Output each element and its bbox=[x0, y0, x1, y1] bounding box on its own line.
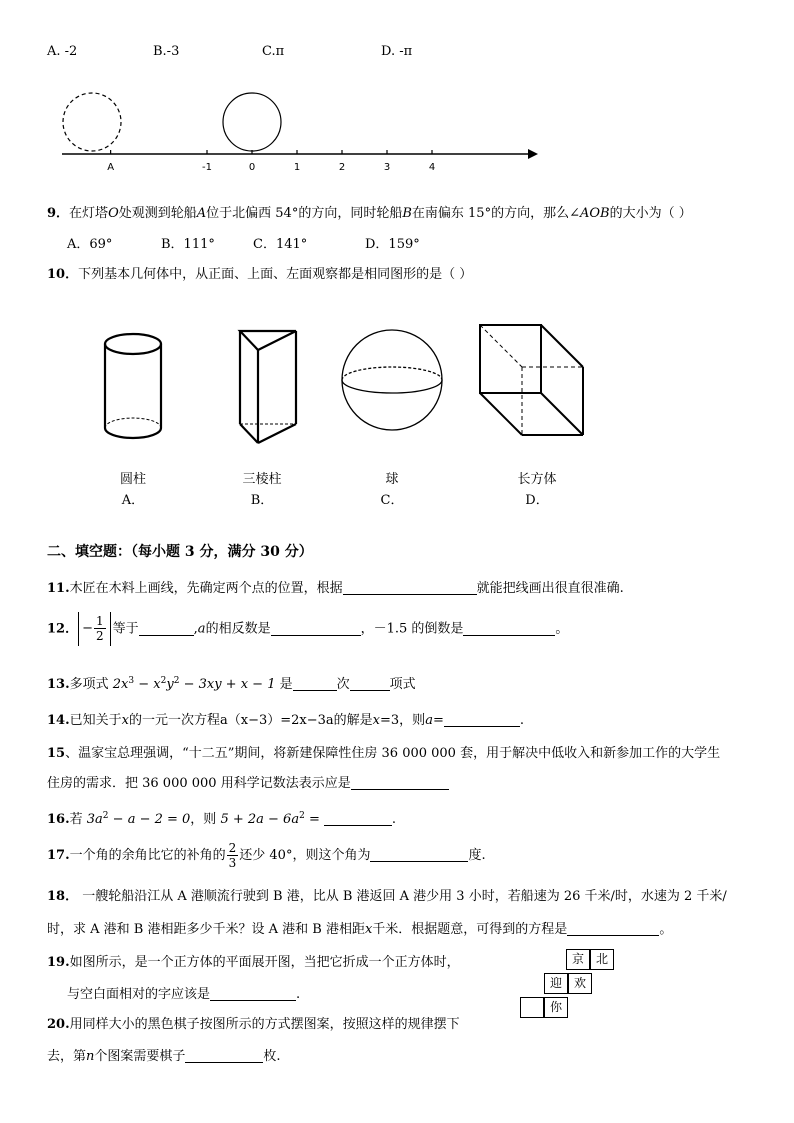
q8-option-a: A. -2 bbox=[47, 44, 78, 59]
net-cell-ying: 迎 bbox=[544, 973, 568, 994]
q9-option-c: C．141° bbox=[253, 237, 308, 252]
q13-number: 13. bbox=[47, 677, 70, 692]
q20-line-1 bbox=[47, 1013, 460, 1032]
q13-poly-3: y bbox=[166, 677, 174, 692]
q12-number: 12． bbox=[47, 621, 79, 637]
q9-var-b: B bbox=[402, 206, 412, 221]
q14-var-x2: x bbox=[372, 713, 381, 728]
q13-poly-4: − 3xy + x − 1 bbox=[179, 677, 276, 692]
q16-exp-2: 2 bbox=[299, 811, 305, 821]
q14-text-e: = bbox=[432, 713, 444, 728]
q9-var-a: A bbox=[196, 206, 207, 221]
q9-var-aob: AOB bbox=[579, 206, 610, 221]
number-line-label: 0 bbox=[248, 162, 256, 173]
solid-name-c: 球 bbox=[385, 472, 399, 487]
section-2-title: 二、填空题：（每小题 3 分，满分 30 分） bbox=[47, 544, 313, 560]
q9-var-o: O bbox=[108, 206, 119, 221]
q14-text-a: 已知关于 bbox=[69, 713, 122, 728]
q14-text-c: 的解是 bbox=[333, 713, 373, 728]
q15-line-2 bbox=[47, 772, 449, 791]
q11-number: 11. bbox=[47, 581, 70, 596]
number-line-label: -1 bbox=[202, 162, 212, 173]
q18-text-c: 。 bbox=[659, 922, 673, 937]
q15-blank[interactable] bbox=[351, 775, 449, 790]
q13-poly-2: − x bbox=[134, 677, 161, 692]
q11-text-b: 就能把线画出很直很准确. bbox=[476, 581, 624, 596]
q20-text-line1: 用同样大小的黑色棋子按图所示的方式摆图案，按照这样的规律摆下 bbox=[69, 1017, 460, 1032]
q20-number: 20. bbox=[47, 1017, 70, 1032]
solid-name-b: 三棱柱 bbox=[242, 472, 282, 487]
q16-text bbox=[47, 808, 396, 827]
q18-var-x: x bbox=[364, 922, 373, 937]
q18-blank[interactable] bbox=[567, 921, 659, 936]
q18-text-line1: 一艘轮船沿江从 A 港顺流行驶到 B 港，比从 B 港返回 A 港少用 3 小时，若船速为 26 千米/时，水速为 2 千米/ bbox=[78, 889, 727, 904]
q17-text bbox=[47, 838, 486, 874]
q12-blank-1[interactable] bbox=[139, 621, 194, 636]
q9-option-d: D．159° bbox=[365, 237, 420, 252]
q16-text-b: ，则 bbox=[190, 812, 221, 827]
q10-number: 10． bbox=[47, 267, 79, 282]
q11-blank[interactable] bbox=[343, 580, 477, 595]
q13-blank-1[interactable] bbox=[293, 676, 337, 691]
number-line-label: A bbox=[107, 162, 115, 173]
solid-letter-d: D． bbox=[525, 493, 549, 508]
cuboid-shape bbox=[480, 325, 583, 435]
q13-text-b: 是 bbox=[275, 677, 293, 692]
number-line-label: 3 bbox=[383, 162, 391, 173]
net-cell-ni: 你 bbox=[544, 997, 568, 1018]
net-cell-blank bbox=[520, 997, 544, 1018]
q19-line-1 bbox=[47, 951, 460, 970]
q12-frac-den: 2 bbox=[96, 629, 104, 643]
q19-text-b: . bbox=[296, 987, 301, 1002]
q14-blank[interactable] bbox=[444, 712, 520, 727]
q20-text-b: 个图案需要棋子 bbox=[94, 1049, 186, 1064]
q19-text-a: 与空白面相对的字应该是 bbox=[67, 987, 211, 1002]
q18-number: 18． bbox=[47, 889, 79, 904]
q16-blank[interactable] bbox=[324, 811, 392, 826]
q20-line-2 bbox=[47, 1045, 281, 1064]
q9-text-e: 的大小为（ ） bbox=[609, 206, 692, 221]
q16-eq1-a: 3a bbox=[86, 812, 103, 827]
q17-frac-den: 3 bbox=[228, 856, 237, 870]
q20-text-c: 枚. bbox=[263, 1049, 281, 1064]
q16-text-c: . bbox=[391, 812, 396, 827]
q16-number: 16. bbox=[47, 812, 70, 827]
q13-blank-2[interactable] bbox=[350, 676, 390, 691]
q17-text-a: 一个角的余角比它的补角的 bbox=[69, 848, 226, 863]
q19-text-line1: 如图所示，是一个正方体的平面展开图，当把它折成一个正方体时， bbox=[69, 955, 460, 970]
q18-text-a: 时，求 A 港和 B 港相距多少千米？设 A 港和 B 港相距 bbox=[47, 922, 365, 937]
q11-text bbox=[47, 577, 624, 596]
solid-letter-a: A． bbox=[121, 493, 145, 508]
q12-text-d: ，－1.5 的倒数是 bbox=[360, 621, 464, 637]
q19-line-2 bbox=[67, 983, 300, 1002]
q9-text-d: 在南偏东 15°的方向，那么∠ bbox=[411, 206, 580, 221]
solid-letter-b: B． bbox=[250, 493, 274, 508]
solid-name-d: 长方体 bbox=[517, 472, 557, 487]
q12-fraction bbox=[94, 614, 106, 643]
q9-number: 9． bbox=[47, 206, 70, 221]
q12-minus: − bbox=[82, 621, 93, 636]
q17-blank[interactable] bbox=[370, 847, 468, 862]
q17-text-b: 还少 40°，则这个角为 bbox=[239, 848, 371, 863]
q18-line-2 bbox=[47, 918, 672, 937]
q12-text-e: 。 bbox=[555, 621, 569, 637]
q19-blank[interactable] bbox=[210, 986, 296, 1001]
q13-exp-3: 2 bbox=[173, 676, 180, 686]
q9-option-a: A．69° bbox=[67, 237, 113, 252]
q17-frac-num: 2 bbox=[228, 841, 237, 855]
q10-text-body: 下列基本几何体中，从正面、上面、左面观察都是相同图形的是（ ） bbox=[78, 267, 473, 282]
q13-exp-2: 2 bbox=[160, 676, 167, 686]
q13-text-c: 次 bbox=[336, 677, 350, 692]
q17-fraction bbox=[227, 841, 239, 870]
q12-frac-num: 1 bbox=[96, 614, 104, 628]
q12-text-b: , bbox=[193, 621, 198, 637]
cylinder-shape bbox=[105, 334, 161, 438]
q12-text bbox=[47, 612, 568, 647]
q8-option-c: C.π bbox=[262, 44, 285, 59]
q13-exp-1: 3 bbox=[128, 676, 135, 686]
q14-text bbox=[47, 709, 524, 728]
net-cell-bei: 北 bbox=[590, 949, 614, 970]
triangular-prism-shape bbox=[240, 331, 296, 443]
number-line-label: 1 bbox=[293, 162, 301, 173]
q14-var-x1: x bbox=[121, 713, 129, 728]
q18-text-b: 千米．根据题意，可得到的方程是 bbox=[372, 922, 568, 937]
q17-number: 17. bbox=[47, 848, 70, 863]
q12-blank-3[interactable] bbox=[463, 621, 555, 636]
q14-number: 14. bbox=[47, 713, 70, 728]
q9-text-b: 处观测到轮船 bbox=[118, 206, 197, 221]
q13-text-a: 多项式 bbox=[69, 677, 113, 692]
q15-text-line1: 、温家宝总理强调，“十二五”期间，将新建保障性住房 36 000 000 套，用于解决中低收入和新参加工作的大学生 bbox=[65, 746, 721, 761]
q11-text-a: 木匠在木料上画线，先确定两个点的位置，根据 bbox=[69, 581, 343, 596]
q13-text-d: 项式 bbox=[389, 677, 416, 692]
q16-exp-1: 2 bbox=[102, 811, 109, 821]
q8-option-b: B.-3 bbox=[153, 44, 180, 59]
q13-text bbox=[47, 673, 416, 692]
q16-eq1-b: − a − 2 = 0 bbox=[108, 812, 191, 827]
q14-text-b: 的一元一次方程 bbox=[128, 713, 220, 728]
q14-text-f: . bbox=[519, 713, 524, 728]
number-line-label: 4 bbox=[428, 162, 436, 173]
q14-text-d: =3，则 bbox=[380, 713, 426, 728]
q12-blank-2[interactable] bbox=[271, 621, 361, 636]
q17-text-c: 度. bbox=[468, 848, 486, 863]
q19-number: 19. bbox=[47, 955, 70, 970]
q16-eq2-b: = bbox=[304, 812, 320, 827]
sphere-shape bbox=[342, 330, 442, 430]
q20-text-a: 去，第 bbox=[47, 1049, 87, 1064]
q20-blank[interactable] bbox=[185, 1048, 263, 1063]
q16-eq2-a: 5 + 2a − 6a bbox=[220, 812, 300, 827]
q14-equation: a（x−3）=2x−3a bbox=[220, 713, 334, 728]
q15-number: 15 bbox=[47, 746, 66, 761]
q12-abs-value bbox=[78, 612, 111, 646]
q14-var-a: a bbox=[425, 713, 433, 728]
q9-option-b: B．111° bbox=[161, 237, 215, 252]
q12-var-a: a bbox=[197, 621, 206, 637]
q16-text-a: 若 bbox=[69, 812, 87, 827]
q12-text-c: 的相反数是 bbox=[205, 621, 271, 637]
solid-letter-c: C． bbox=[380, 493, 404, 508]
q9-text-a: 在灯塔 bbox=[69, 206, 109, 221]
q18-line-1 bbox=[47, 885, 727, 904]
q15-line-1 bbox=[47, 742, 720, 761]
q20-var-n: n bbox=[86, 1049, 95, 1064]
solid-name-a: 圆柱 bbox=[119, 472, 146, 487]
number-line-label: 2 bbox=[338, 162, 346, 173]
q12-text-a: 等于 bbox=[112, 621, 139, 637]
q9-text-c: 位于北偏西 54°的方向，同时轮船 bbox=[206, 206, 403, 221]
net-cell-huan: 欢 bbox=[568, 973, 592, 994]
q15-text-line2: 住房的需求．把 36 000 000 用科学记数法表示应是 bbox=[47, 776, 351, 791]
net-cell-jing: 京 bbox=[566, 949, 590, 970]
q13-poly-1: 2x bbox=[112, 677, 129, 692]
q8-option-d: D. -π bbox=[381, 44, 413, 59]
